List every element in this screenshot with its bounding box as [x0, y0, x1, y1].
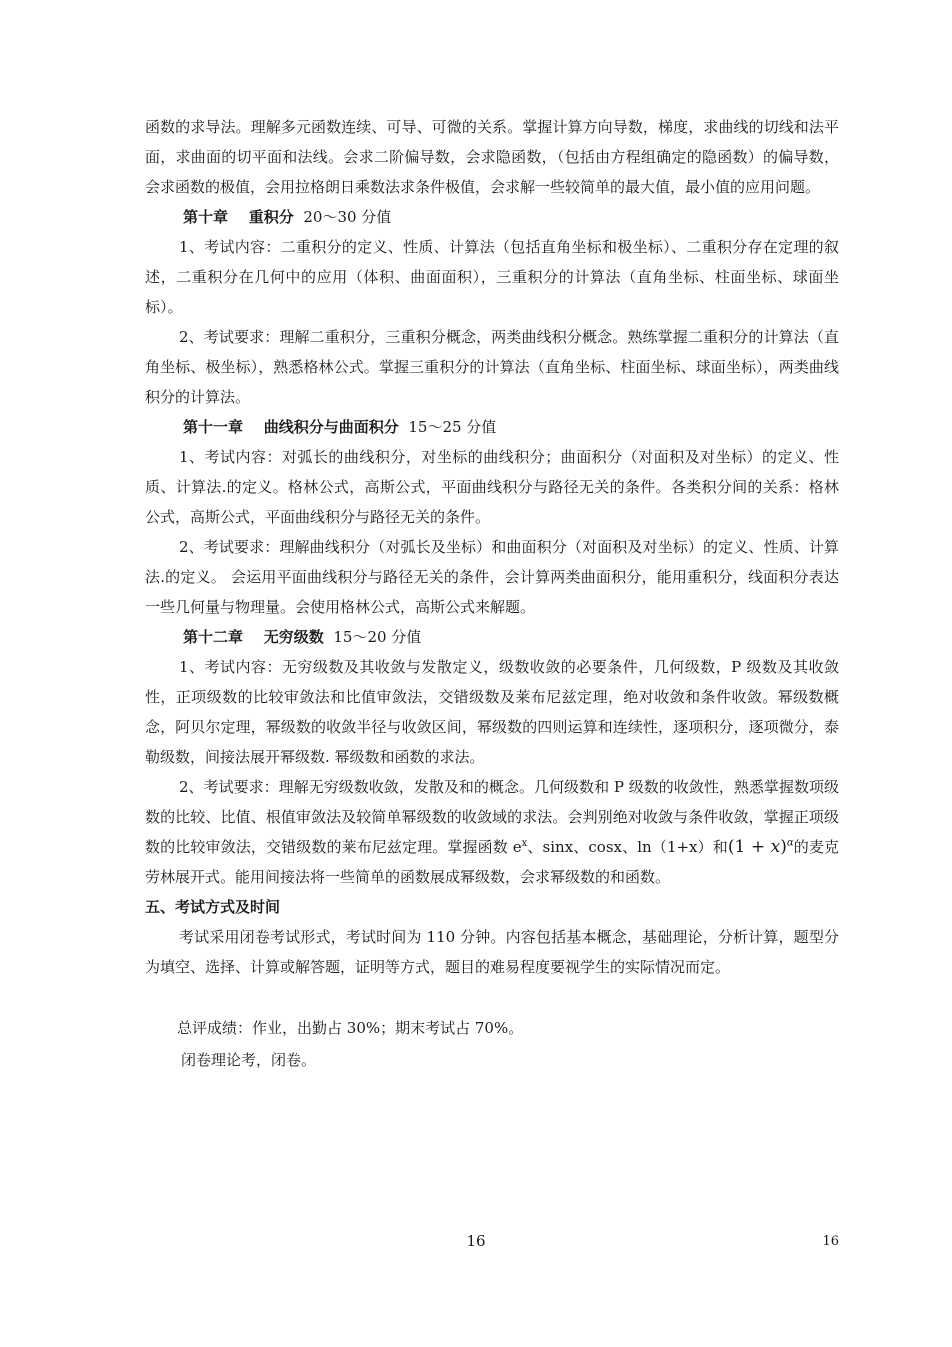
chapter-12-title: 无穷级数	[263, 628, 324, 646]
chapter-12-score: 15～20 分值	[333, 628, 422, 646]
req-text-2: 、sinx、cosx、ln（1+x）和	[527, 838, 728, 856]
chapter-11-requirement: 2、考试要求：理解曲线积分（对弧长及坐标）和曲面积分（对面积及对坐标）的定义、性质、计算法.的定义。 会运用平面曲线积分与路径无关的条件，会计算两类曲面积分，能用重积分，线面积分表达一些几何量与物理量。会使用格林公式，高斯公式来解题。	[145, 538, 839, 616]
chapter-10-score: 20～30 分值	[303, 208, 392, 226]
page-number-right: 16	[822, 1234, 839, 1249]
section-5-body: 考试采用闭卷考试形式，考试时间为 110 分钟。内容包括基本概念，基础理论，分析计算，题型分为填空、选择、计算或解答题，证明等方式，题目的难易程度要视学生的实际情况而定。	[145, 928, 839, 976]
exp-superscript: x	[521, 838, 528, 849]
chapter-10-title: 重积分	[248, 208, 294, 226]
grading-line: 总评成绩：作业，出勤占 30%；期末考试占 70%。	[177, 1019, 524, 1037]
chapter-10-number: 第十章	[183, 208, 229, 226]
chapter-12-requirement	[145, 772, 839, 892]
chapter-11-title: 曲线积分与曲面积分	[263, 418, 399, 436]
chapter-10-heading	[145, 202, 839, 232]
chapter-12-number: 第十二章	[183, 628, 244, 646]
chapter-11-heading	[145, 412, 839, 442]
section-5-heading: 五、考试方式及时间	[145, 898, 281, 916]
page-number-center: 16	[466, 1232, 486, 1250]
chapter-10-requirement: 2、考试要求：理解二重积分，三重积分概念，两类曲线积分概念。熟练掌握二重积分的计算法（直角坐标、极坐标），熟悉格林公式。掌握三重积分的计算法（直角坐标、柱面坐标、球面坐标），两类曲线积分的计算法。	[145, 328, 839, 406]
chapter-12-content: 1、考试内容：无穷级数及其收敛与发散定义，级数收敛的必要条件，几何级数，P 级数及其收敛性，正项级数的比较审敛法和比值审敛法，交错级数及莱布尼兹定理，绝对收敛和条件收敛。幂级数概念，阿贝尔定理，幂级数的收敛半径与收敛区间，幂级数的四则运算和连续性，逐项积分，逐项微分，泰勒级数，间接法展开幂级数. 幂级数和函数的求法。	[145, 658, 839, 766]
document-body	[145, 112, 839, 1076]
req-text-1: 2、考试要求：理解无穷级数收敛，发散及和的概念。几何级数和 P 级数的收敛性，熟悉掌握数项级数的比较、比值、根值审敛法及较简单幂级数的收敛域的求法。会判别绝对收敛与条件收敛，掌握正项级数的比较审敛法，交错级数的莱布尼兹定理。掌握函数 e	[145, 778, 839, 856]
intro-paragraph: 函数的求导法。理解多元函数连续、可导、可微的关系。掌握计算方向导数，梯度，求曲线的切线和法平面，求曲面的切平面和法线。会求二阶偏导数，会求隐函数，（包括由方程组确定的隐函数）的偏导数，会求函数的极值，会用拉格朗日乘数法求条件极值，会求解一些较简单的最大值，最小值的应用问题。	[145, 118, 839, 196]
req-text-3: 的麦克劳林展开式。能用间接法将一些简单的函数展成幂级数，会求幂级数的和函数。	[145, 838, 840, 886]
chapter-11-number: 第十一章	[183, 418, 244, 436]
chapter-11-score: 15～25 分值	[408, 418, 497, 436]
chapter-11-content: 1、考试内容：对弧长的曲线积分，对坐标的曲线积分；曲面积分（对面积及对坐标）的定义、性质、计算法.的定义。格林公式，高斯公式，平面曲线积分与路径无关的条件。各类积分间的关系：格林公式，高斯公式，平面曲线积分与路径无关的条件。	[145, 448, 839, 526]
chapter-10-content: 1、考试内容：二重积分的定义、性质、计算法（包括直角坐标和极坐标）、二重积分存在定理的叙述，二重积分在几何中的应用（体积、曲面面积），三重积分的计算法（直角坐标、柱面坐标、球面坐标）。	[145, 238, 839, 316]
exam-type-line: 闭卷理论考，闭卷。	[181, 1051, 317, 1069]
blank-line	[145, 982, 839, 1012]
chapter-12-heading	[145, 622, 839, 652]
math-expression: $(1 + x)^\alpha$	[727, 837, 794, 857]
